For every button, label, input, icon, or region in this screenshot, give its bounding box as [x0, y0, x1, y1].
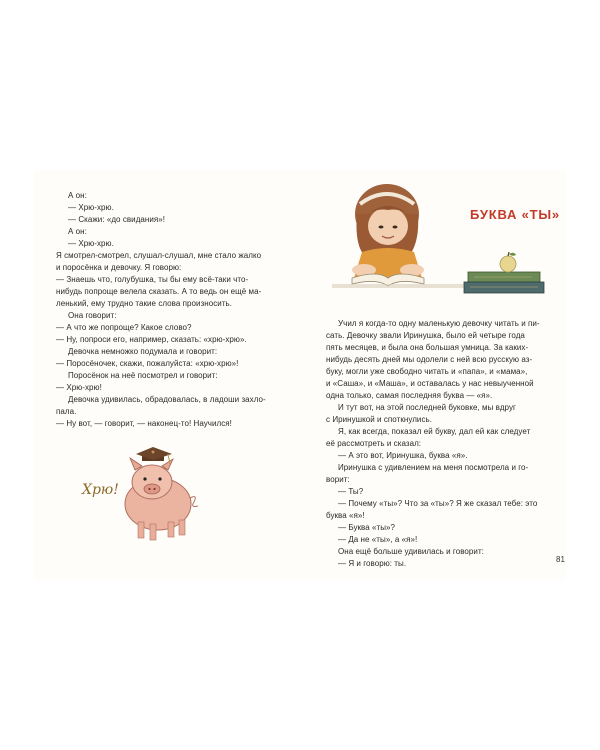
text-line: — Да не «ты», а «я»!: [338, 535, 418, 544]
text-line: пала.: [56, 407, 77, 416]
text-line: её рассмотреть и сказал:: [326, 439, 422, 448]
text-line: — А что же попроще? Какое слово?: [56, 323, 192, 332]
text-line: нибудь попроще велела сказать. А то ведь он ещё ма-: [56, 287, 262, 296]
chapter-title: БУКВА «ТЫ»: [470, 207, 560, 222]
text-line: — Буква «ты»?: [338, 523, 396, 532]
hryu-caption: Хрю!: [82, 482, 119, 498]
text-line: А он:: [68, 191, 87, 200]
text-line: А он:: [68, 227, 87, 236]
text-line: Девочка немножко подумала и говорит:: [68, 347, 218, 356]
books-apple-illustration: [462, 250, 548, 298]
right-text-column: [300, 318, 566, 570]
text-line: — Ну вот, — говорит, — наконец-то! Научился!: [56, 419, 232, 428]
text-line: Поросёнок на неё посмотрел и говорит:: [68, 371, 218, 380]
text-line: нибудь десять дней мы одолели с ней всю русскую аз-: [326, 355, 533, 364]
page-number: 81: [556, 555, 565, 564]
text-line: одна только, самая последняя буква — «я».: [326, 391, 493, 400]
text-line: — Хрю-хрю.: [68, 203, 114, 212]
text-line: буку, могли уже свободно читать и «папа», и «мама»,: [326, 367, 528, 376]
text-line: Я, как всегда, показал ей букву, дал ей как следует: [338, 427, 531, 436]
text-line: ворит:: [326, 475, 350, 484]
text-line: Учил я когда-то одну маленькую девочку читать и пи-: [338, 319, 540, 328]
pig-illustration: [80, 432, 210, 552]
text-line: ленький, ему трудно такие слова произносить.: [56, 299, 233, 308]
text-line: И тут вот, на этой последней буковке, мы вдруг: [338, 403, 516, 412]
text-line: Она говорит:: [68, 311, 117, 320]
text-line: — Хрю-хрю.: [68, 239, 114, 248]
text-line: — Я и говорю: ты.: [338, 559, 407, 568]
text-line: с Иринушкой и споткнулись.: [326, 415, 432, 424]
text-line: — Ты?: [338, 487, 364, 496]
text-line: Она ещё больше удивилась и говорит:: [338, 547, 484, 556]
left-text-column: [34, 190, 300, 430]
text-line: пять месяцев, и была она большая умница. За каких-: [326, 343, 529, 352]
text-line: сать. Девочку звали Иринушка, было ей четыре года: [326, 331, 525, 340]
text-line: — Поросёночек, скажи, пожалуйста: «хрю-хрю»!: [56, 359, 239, 368]
text-line: Девочка удивилась, обрадовалась, в ладоши захло-: [68, 395, 266, 404]
girl-reading-illustration: [332, 174, 472, 294]
text-line: — Скажи: «до свидания»!: [68, 215, 166, 224]
text-line: и поросёнка и девочку. Я говорю:: [56, 263, 182, 272]
text-line: — Хрю-хрю!: [56, 383, 102, 392]
text-line: — Ну, попроси его, например, сказать: «хрю-хрю».: [56, 335, 247, 344]
text-line: — Почему «ты»? Что за «ты»? Я же сказал тебе: это: [338, 499, 538, 508]
text-line: — Знаешь что, голубушка, ты бы ему всё-таки что-: [56, 275, 249, 284]
text-line: буква «я»!: [326, 511, 365, 520]
text-line: — А это вот, Иринушка, буква «я».: [338, 451, 468, 460]
text-line: Я смотрел-смотрел, слушал-слушал, мне стало жалко: [56, 251, 262, 260]
text-line: и «Саша», и «Маша», и оставалась у нас невыученной: [326, 379, 534, 388]
text-line: Иринушка с удивлением на меня посмотрела и го-: [338, 463, 529, 472]
